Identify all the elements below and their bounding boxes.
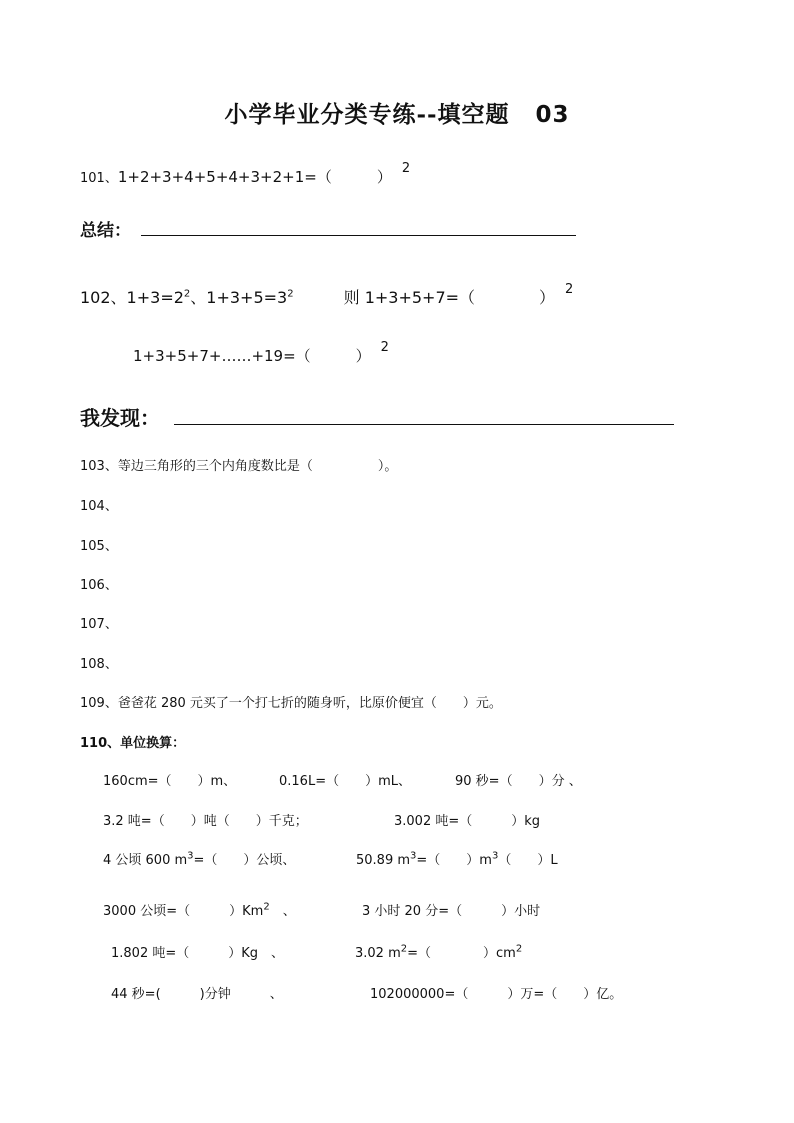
q110-row4-a-exp: 2 [263, 901, 270, 913]
q102-exp4: 2 [380, 340, 389, 355]
question-105: 105、 [80, 539, 118, 554]
question-104: 104、 [80, 499, 118, 514]
question-102-line2 [133, 340, 389, 366]
q102-part3: 则 1+3+5+7=（ ） [343, 288, 556, 307]
q110-row5-b-text: 3.02 m [355, 946, 401, 961]
q102-exp3: 2 [565, 282, 574, 297]
q102-part2: 、1+3+5=3 [190, 288, 288, 307]
title-text: 小学毕业分类专练--填空题 [224, 101, 510, 128]
q110-row3-a-exp: 3 [187, 850, 194, 862]
q110-row6-a: 44 秒=( )分钟 、 [111, 987, 283, 1002]
q102-part1: 1+3=2 [126, 288, 184, 307]
q110-row5-b-mid: =（ ）cm [407, 946, 516, 961]
title-number: 03 [535, 102, 570, 128]
q110-row4-a [103, 900, 296, 919]
question-107: 107、 [80, 617, 118, 632]
q110-row3-a-text: 4 公顷 600 m [103, 853, 188, 868]
q110-row5-b [355, 942, 522, 961]
q110-row2-b: 3.002 吨=（ ）kg [394, 814, 541, 829]
question-102 [80, 282, 574, 308]
q101-exponent: 2 [401, 161, 411, 176]
summary-label: 总结： [80, 221, 131, 241]
summary-answer-line[interactable] [141, 235, 576, 236]
page-title [0, 96, 794, 129]
q110-row5-b-exp2: 2 [515, 943, 523, 955]
question-108: 108、 [80, 657, 118, 672]
q110-row4-b: 3 小时 20 分=（ ）小时 [362, 904, 541, 919]
q110-row3-b-mid: =（ ）m [416, 853, 492, 868]
q110-row4-a-end: 、 [269, 904, 296, 919]
q110-row5-a: 1.802 吨=（ ）Kg 、 [111, 946, 285, 961]
question-101 [80, 161, 411, 187]
q110-row3-a [103, 849, 295, 868]
question-103: 103、等边三角形的三个内角度数比是（ ）。 [80, 459, 398, 474]
question-106: 106、 [80, 578, 118, 593]
q110-row1-c: 90 秒=（ ）分 、 [455, 774, 582, 789]
q110-row3-a-end: =（ ）公顷、 [193, 853, 296, 868]
q102-exp2: 2 [287, 288, 294, 300]
q110-row5-b-exp: 2 [400, 943, 408, 955]
q110-row3-b [356, 849, 558, 868]
discover-answer-line[interactable] [174, 424, 674, 425]
q110-row1-b: 0.16L=（ ）mL、 [279, 774, 411, 789]
q102-prefix: 102、 [80, 288, 127, 307]
q110-row3-b-exp2: 3 [491, 850, 499, 862]
q110-row1-a: 160cm=（ ）m、 [103, 774, 237, 789]
q101-prefix: 101、 [80, 171, 118, 186]
question-110-header: 110、单位换算： [80, 736, 186, 751]
q110-row3-b-text: 50.89 m [356, 853, 411, 868]
q110-row3-b-end: （ ）L [498, 853, 558, 868]
q110-row6-b: 102000000=（ ）万=（ ）亿。 [370, 987, 623, 1002]
q110-row4-a-text: 3000 公顷=（ ）Km [103, 904, 264, 919]
q101-expression: 1+2+3+4+5+4+3+2+1=（ ） [117, 168, 392, 186]
q102-line2: 1+3+5+7+……+19=（ ） [133, 347, 371, 365]
q110-row2-a: 3.2 吨=（ ）吨（ ）千克； [103, 814, 308, 829]
q110-row3-b-exp: 3 [410, 850, 417, 862]
question-109: 109、爸爸花 280 元买了一个打七折的随身听，比原价便宜（ ）元。 [80, 696, 502, 711]
discover-label: 我发现： [80, 406, 160, 430]
q102-exp1: 2 [183, 288, 191, 300]
